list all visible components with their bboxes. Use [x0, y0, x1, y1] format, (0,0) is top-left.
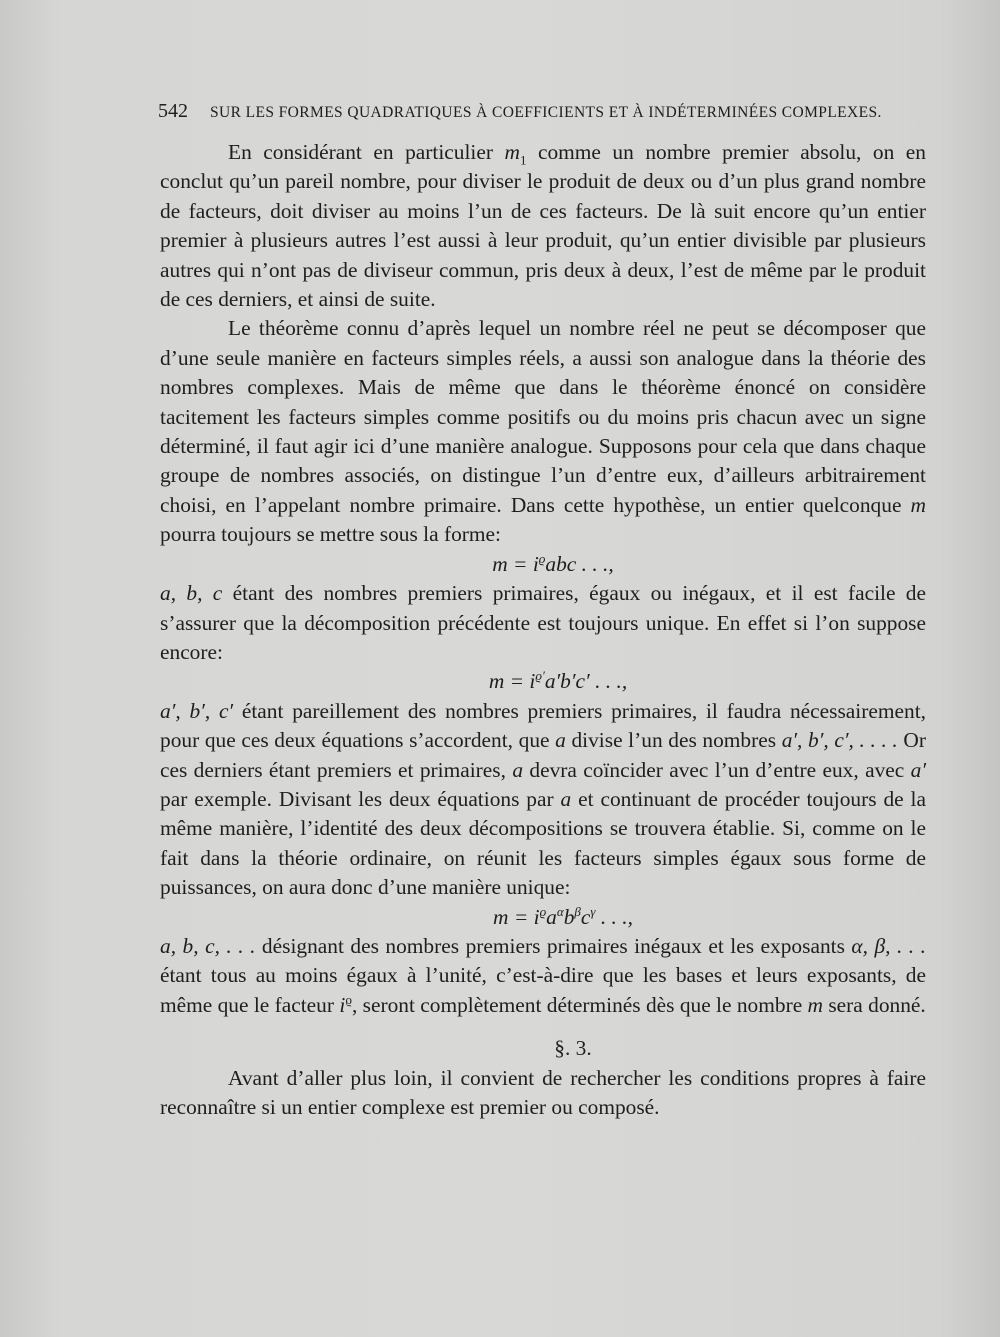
text-run: En considérant en particulier [228, 140, 505, 164]
equation-text: m = i [493, 904, 540, 929]
equation-text: m = i [492, 551, 539, 576]
math-var: m [910, 492, 926, 517]
math-var: a, b, c, . . . [160, 933, 256, 958]
math-superscript: β [574, 903, 581, 919]
math-var: a, b, c [160, 581, 223, 606]
equation-text: . . ., [595, 904, 633, 929]
math-var: a [512, 757, 524, 782]
math-superscript: α [556, 903, 564, 919]
math-superscript: γ [590, 903, 596, 919]
text-run: désignant des nombres premiers primaires inégaux et les exposants [255, 933, 852, 958]
section-heading: §. 3. [554, 1036, 592, 1061]
math-var: m [807, 992, 823, 1017]
math-var: a′, b′, c′ [160, 698, 234, 723]
math-superscript: ϱ [538, 550, 546, 566]
math-superscript: ϱ [345, 991, 352, 1007]
math-var: m [504, 140, 520, 164]
equation-text: a′b′c′ . . ., [544, 669, 628, 694]
math-var: a [560, 786, 572, 811]
paragraph-4 [160, 697, 926, 903]
paragraph-5 [160, 932, 926, 1020]
text-run: devra coïncider avec l’un d’entre eux, avec [523, 757, 911, 782]
equation-text: abc . . ., [545, 551, 614, 576]
math-subscript: 1 [519, 152, 527, 168]
paragraph-3 [160, 579, 926, 667]
text-run: pourra toujours se mettre sous la forme: [160, 522, 501, 547]
equation-text: m = i [488, 669, 536, 694]
text-run: Le théorème connu d’après lequel un nombre réel ne peut se décomposer que d’une seule manière en facteurs simples réels, a aussi son analogue dans la théorie des nombres complexes. Mais de même que dans le théorème énoncé on considère tacitement les facteurs simples comme positifs ou du moins pris chacun avec un signe déterminé, il faut agir ici d’une manière analogue. Supposons pour cela que dans chaque groupe de nombres associés, on distingue l’un d’entre eux, d’ailleurs arbitrairement choisi, en l’appelant nombre primaire. Dans cette hypothèse, un entier quelconque [160, 316, 926, 517]
equation-text: b [563, 904, 575, 929]
math-var: α, β, . . . [851, 933, 926, 958]
text-run: comme un nombre premier absolu, on en conclut qu’un pareil nombre, pour diviser le produit de deux ou d’un plus grand nombre de facteurs, doit diviser au moins l’un de ces facteurs. De là suit encore qu’un entier premier à plusieurs autres l’est aussi à leur produit, qu’un entier divisible par plusieurs autres qui n’ont pas de diviseur commun, pris deux à deux, l’est de même par le produit de ces derniers, et ainsi de suite. [160, 140, 926, 312]
text-run: par exemple. Divisant les deux équations par [160, 786, 561, 811]
equation-1 [160, 550, 926, 579]
paragraph-6: Avant d’aller plus loin, il convient de rechercher les conditions propres à faire reconnaître si un entier complexe est premier ou composé. [160, 1065, 926, 1119]
math-var: a [555, 728, 566, 753]
paragraph-2 [160, 314, 926, 549]
page-number: 542 [158, 100, 188, 122]
equation-3 [160, 903, 926, 932]
text-run: étant tous au moins égaux à l’unité, c’est-à-dire que les bases et leurs exposants, de même que le facteur [160, 963, 926, 1017]
text-run: , seront complètement déterminés dès que le nombre [351, 992, 808, 1017]
equation-2 [160, 667, 926, 696]
text-run: sera donné. [823, 992, 926, 1017]
running-title: SUR LES FORMES QUADRATIQUES À COEFFICIENTS ET À INDÉTERMINÉES COMPLEXES. [210, 104, 882, 121]
paragraph-1 [160, 138, 926, 314]
body-text [160, 138, 926, 1122]
math-var: a′ [910, 757, 926, 782]
running-header [158, 100, 928, 123]
text-run: étant pareillement des nombres premiers primaires, il faudra nécessairement, pour que ces deux équations s’accordent, que [160, 698, 926, 753]
text-run: Or ces derniers étant premiers et primaires, [160, 728, 926, 782]
equation-text: a [546, 904, 557, 929]
equation-text: c [580, 904, 591, 929]
math-var: a′, b′, c′, . . . . [781, 728, 898, 753]
math-superscript: ϱ′ [535, 668, 545, 684]
text-run: divise l’un des nombres [565, 728, 782, 753]
text-run: et continuant de procéder toujours de la même manière, l’identité des deux décompositions se trouvera établie. Si, comme on le fait dans la théorie ordinaire, on réunit les facteurs simples égaux sous forme de puissances, on aura donc d’une manière unique: [160, 786, 926, 900]
math-var: i [339, 992, 346, 1017]
text-run: étant des nombres premiers primaires, égaux ou inégaux, et il est facile de s’assurer que la décomposition précédente est toujours unique. En effet si l’on suppose encore: [160, 581, 926, 664]
math-superscript: ϱ [539, 903, 547, 919]
